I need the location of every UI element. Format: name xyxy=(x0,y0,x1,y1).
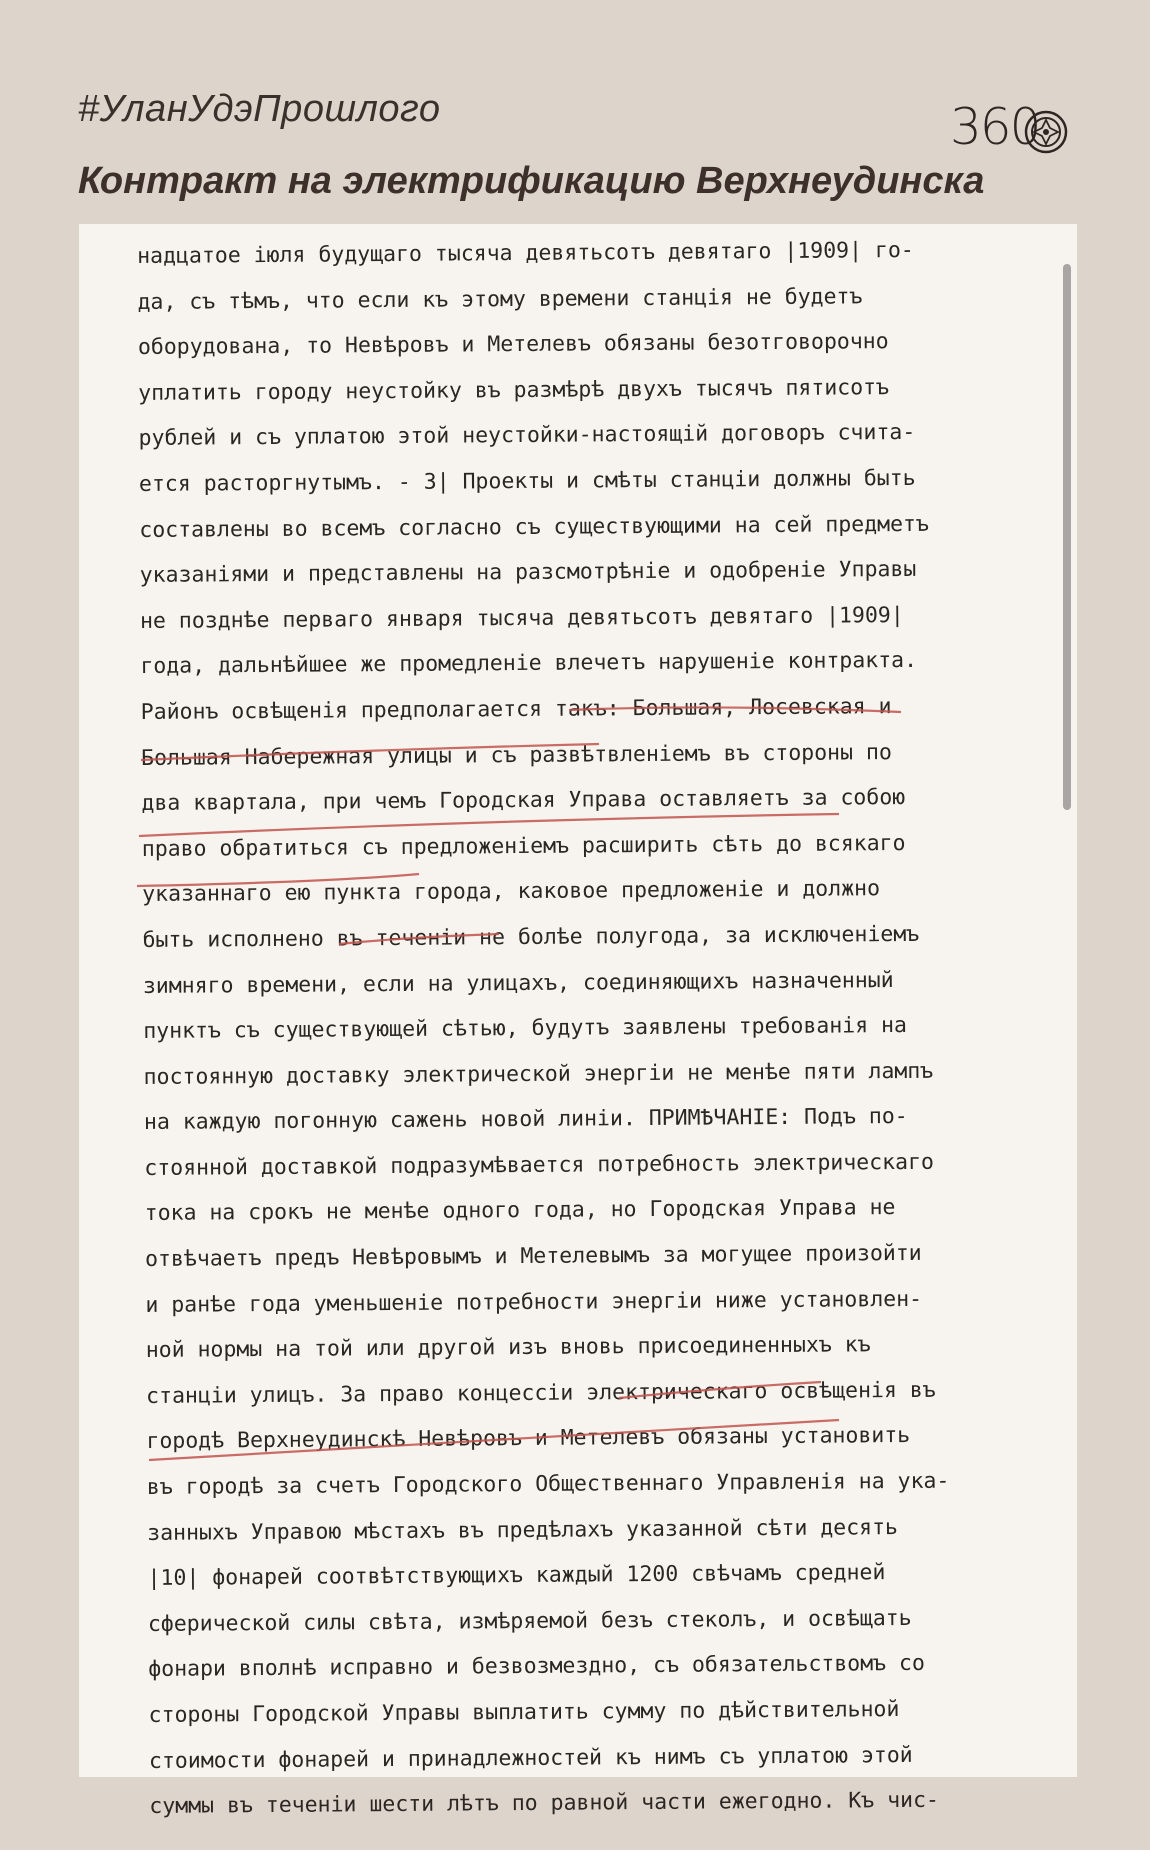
document-line: и ранѣе года уменьшенiе потребности энергiи ниже установлен- xyxy=(145,1286,923,1318)
document-line: постоянную доставку электрической энергiи не менѣе пяти лампъ xyxy=(143,1058,934,1090)
ornament-icon xyxy=(1024,110,1068,154)
page-title: Контракт на электрификацию Верхнеудинска xyxy=(78,160,985,202)
document-line: право обратиться съ предложенiемъ расширить сѣть до всякаго xyxy=(141,830,906,862)
document-line: ной нормы на той или другой изъ вновь присоединенныхъ къ xyxy=(145,1332,871,1364)
document-line: ется расторгнутымъ. - 3| Проекты и смѣты станцiи должны быть xyxy=(138,465,916,497)
document-line: два квартала, при чемъ Городская Управа оставляетъ за собою xyxy=(141,785,906,817)
document-line: рублей и съ уплатою этой неустойки-настоящiй договоръ счита- xyxy=(138,420,916,452)
document-line: не позднѣе перваго января тысяча девятьсотъ девятаго |1909| xyxy=(139,602,904,634)
document-line: уплатить городу неустойку въ размѣрѣ двухъ тысячъ пятисотъ xyxy=(138,374,890,406)
document-line: стоянной доставкой подразумѣвается потребность электрическаго xyxy=(144,1149,935,1181)
document-line: указаннаго ею пункта города, каковое предложенiе и должно xyxy=(142,876,881,908)
brand-logo-text: 360 xyxy=(950,98,1040,156)
document-line: года, дальнѣйшее же промедленiе влечетъ нарушенiе контракта. xyxy=(140,648,918,680)
hashtag-title: #УланУдэПрошлого xyxy=(78,88,441,130)
document-text xyxy=(137,227,1050,1830)
document-line: оборудована, то Невѣровъ и Метелевъ обязаны безотговорочно xyxy=(137,329,889,361)
document-line: отвѣчаетъ предъ Невѣровымъ и Метелевымъ за могущее произойти xyxy=(144,1240,922,1273)
document-line: занныхъ Управою мѣстахъ въ предѣлахъ указанной сѣти десять xyxy=(147,1514,899,1546)
scrollbar[interactable] xyxy=(1063,264,1071,810)
document-line: фонари вполнѣ исправно и безвозмездно, съ обязательствомъ со xyxy=(148,1651,926,1683)
document-line: зимняго времени, если на улицахъ, соединяющихъ назначенный xyxy=(142,967,894,999)
document-line: |10| фонарей соотвѣтствующихъ каждый 1200 свѣчамъ средней xyxy=(147,1560,886,1592)
document-line: составлены во всемъ согласно съ существующими на сей предметъ xyxy=(139,511,929,543)
document-line: надцатое iюля будущаго тысяча девятьсотъ девятаго |1909| го- xyxy=(137,237,914,269)
archival-document-scan xyxy=(79,224,1077,1820)
brand-logo xyxy=(950,98,1070,156)
document-line: быть исполнено въ теченiи не болѣе полугода, за исключенiемъ xyxy=(142,921,920,953)
document-line: сферической силы свѣта, измѣряемой безъ стеколъ, и освѣщать xyxy=(147,1605,912,1637)
document-line: тока на срокъ не менѣе одного года, но Городская Управа не xyxy=(144,1195,896,1227)
document-line: пунктъ съ существующей сѣтью, будутъ заявлены требованiя на xyxy=(143,1013,908,1045)
document-line: стоимости фонарей и принадлежностей къ нимъ съ уплатою этой xyxy=(148,1742,913,1774)
document-line: въ городѣ за счетъ Городского Общественнаго Управленiя на ука- xyxy=(146,1468,950,1500)
document-line: на каждую погонную сажень новой линiи. ПРИМѢЧАНIЕ: Подъ по- xyxy=(143,1104,908,1136)
document-line: городѣ Верхнеудинскѣ Невѣровъ и Метелевъ обязаны установить xyxy=(146,1423,911,1455)
document-line: Большая Набережная улицы и съ развѣтвленiемъ въ стороны по xyxy=(141,739,892,771)
document-line: да, съ тѣмъ, что если къ этому времени станцiя не будетъ xyxy=(137,283,863,315)
document-line: указанiями и представлены на разсмотрѣнiе и одобренiе Управы xyxy=(139,557,917,589)
document-line: суммы въ теченiи шести лѣтъ по равной части ежегодно. Къ чис- xyxy=(149,1787,940,1820)
document-line: стороны Городской Управы выплатить сумму по дѣйствительной xyxy=(148,1697,900,1728)
document-line: станцiи улицъ. За право концессiи электрическаго освѣщенiя въ xyxy=(146,1377,936,1409)
document-line: Районъ освѣщенiя предполагается такъ: Большая, Лосевская и xyxy=(140,694,892,725)
